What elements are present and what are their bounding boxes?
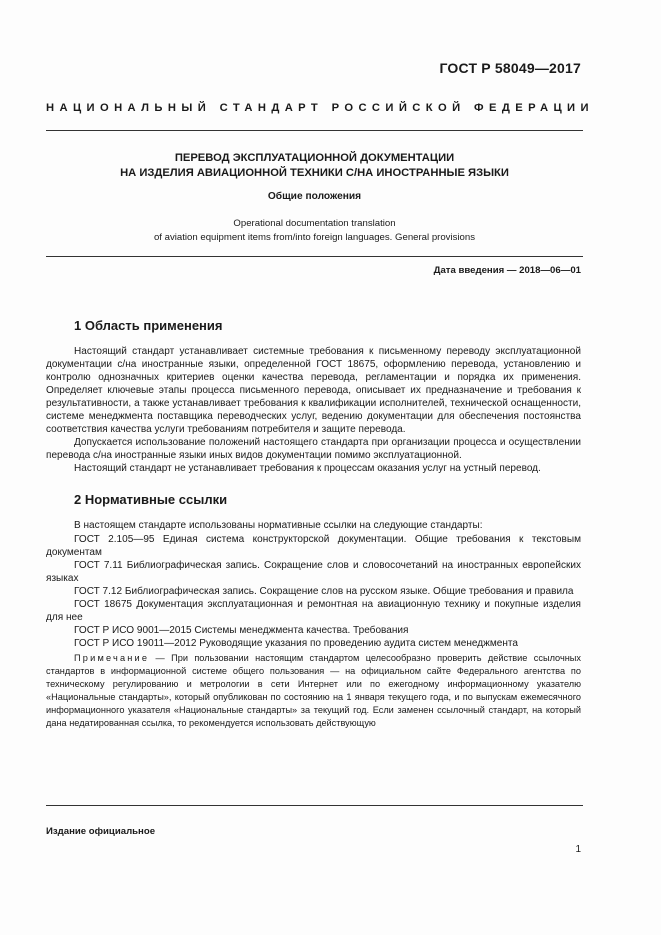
title-line-1: ПЕРЕВОД ЭКСПЛУАТАЦИОННОЙ ДОКУМЕНТАЦИИ [174,152,455,164]
section-2-heading: 2 Нормативные ссылки [74,492,228,508]
note-label: Примечание [74,652,150,663]
note-paragraph [46,652,581,730]
document-title [46,151,583,181]
normative-reference: ГОСТ Р ИСО 19011—2012 Руководящие указания по проведению аудита систем менеджмента [74,637,518,649]
page-number: 1 [575,844,581,855]
section-2-paragraph: В настоящем стандарте использованы нормативные ссылки на следующие стандарты: [74,520,483,532]
introduction-date: Дата введения — 2018—06—01 [433,265,581,276]
title-line-2: НА ИЗДЕЛИЯ АВИАЦИОННОЙ ТЕХНИКИ С/НА ИНОСТРАННЫЕ ЯЗЫКИ [120,167,509,179]
document-body [46,318,581,730]
english-title-line-1: Operational documentation translation [233,218,396,229]
document-subtitle: Общие положения [267,191,362,202]
national-standard-heading: НАЦИОНАЛЬНЫЙ СТАНДАРТ РОССИЙСКОЙ ФЕДЕРАЦИИ [46,102,594,114]
top-divider [46,130,583,131]
normative-reference: ГОСТ 7.12 Библиографическая запись. Сокращение слов на русском языке. Общие требования и правила [74,585,574,597]
edition-label: Издание официальное [46,826,156,837]
document-id: ГОСТ Р 58049—2017 [439,60,581,76]
title-divider [46,256,583,257]
english-title-line-2: of aviation equipment items from/into foreign languages. General provisions [153,232,476,243]
note-text: — При пользовании настоящим стандартом целесообразно проверить действие ссылочных стандартов в информационной системе общего пользования — на официальном сайте Федерального агентства по техническому регулированию и метрологии в сети Интернет или по ежегодному информационному указателю «Национальные стандарты», который опубликован по состоянию на 1 января текущего года, и по выпускам ежемесячного информационного указателя «Национальные стандарты» за текущий год. Если заменен ссылочный стандарт, на который дана недатированная ссылка, то рекомендуется использовать действующую [46,652,581,728]
section-1-paragraph: Настоящий стандарт не устанавливает требования к процессам оказания услуг на устный перевод. [74,463,541,475]
section-1-paragraph: Допускается использование положений настоящего стандарта при организации процесса и осуществлении перевода с/на иностранные языки иных видов документации помимо эксплуатационной. [46,437,581,462]
section-1-heading: 1 Область применения [74,318,223,333]
section-1-paragraph: Настоящий стандарт устанавливает системные требования к письменному переводу эксплуатационной документации с/на иностранные языки, определенной ГОСТ 18675, оформлению перевода, установлению и контролю однозначных критериев оценки качества перевода, регламентации и порядка их применения. Определяет ключевые этапы процесса письменного перевода, описывает их предназначение и требования к результативности, а также устанавливает требования к квалификации исполнителей, технической оснащенности, системе менеджмента поставщика переводческих услуг, ведению документации для обеспечения постоянства соответствия качества услуги требованиям потребителя и защите перевода. [46,346,581,436]
normative-reference: ГОСТ 18675 Документация эксплуатационная и ремонтная на авиационную технику и покупные изделия для нее [46,598,581,623]
normative-reference: ГОСТ 7.11 Библиографическая запись. Сокращение слов и словосочетаний на иностранных европейских языках [46,559,581,584]
footer-divider [46,805,583,806]
normative-reference: ГОСТ Р ИСО 9001—2015 Системы менеджмента качества. Требования [74,624,409,636]
english-title [46,217,583,245]
normative-reference: ГОСТ 2.105—95 Единая система конструкторской документации. Общие требования к текстовым документам [46,533,581,558]
